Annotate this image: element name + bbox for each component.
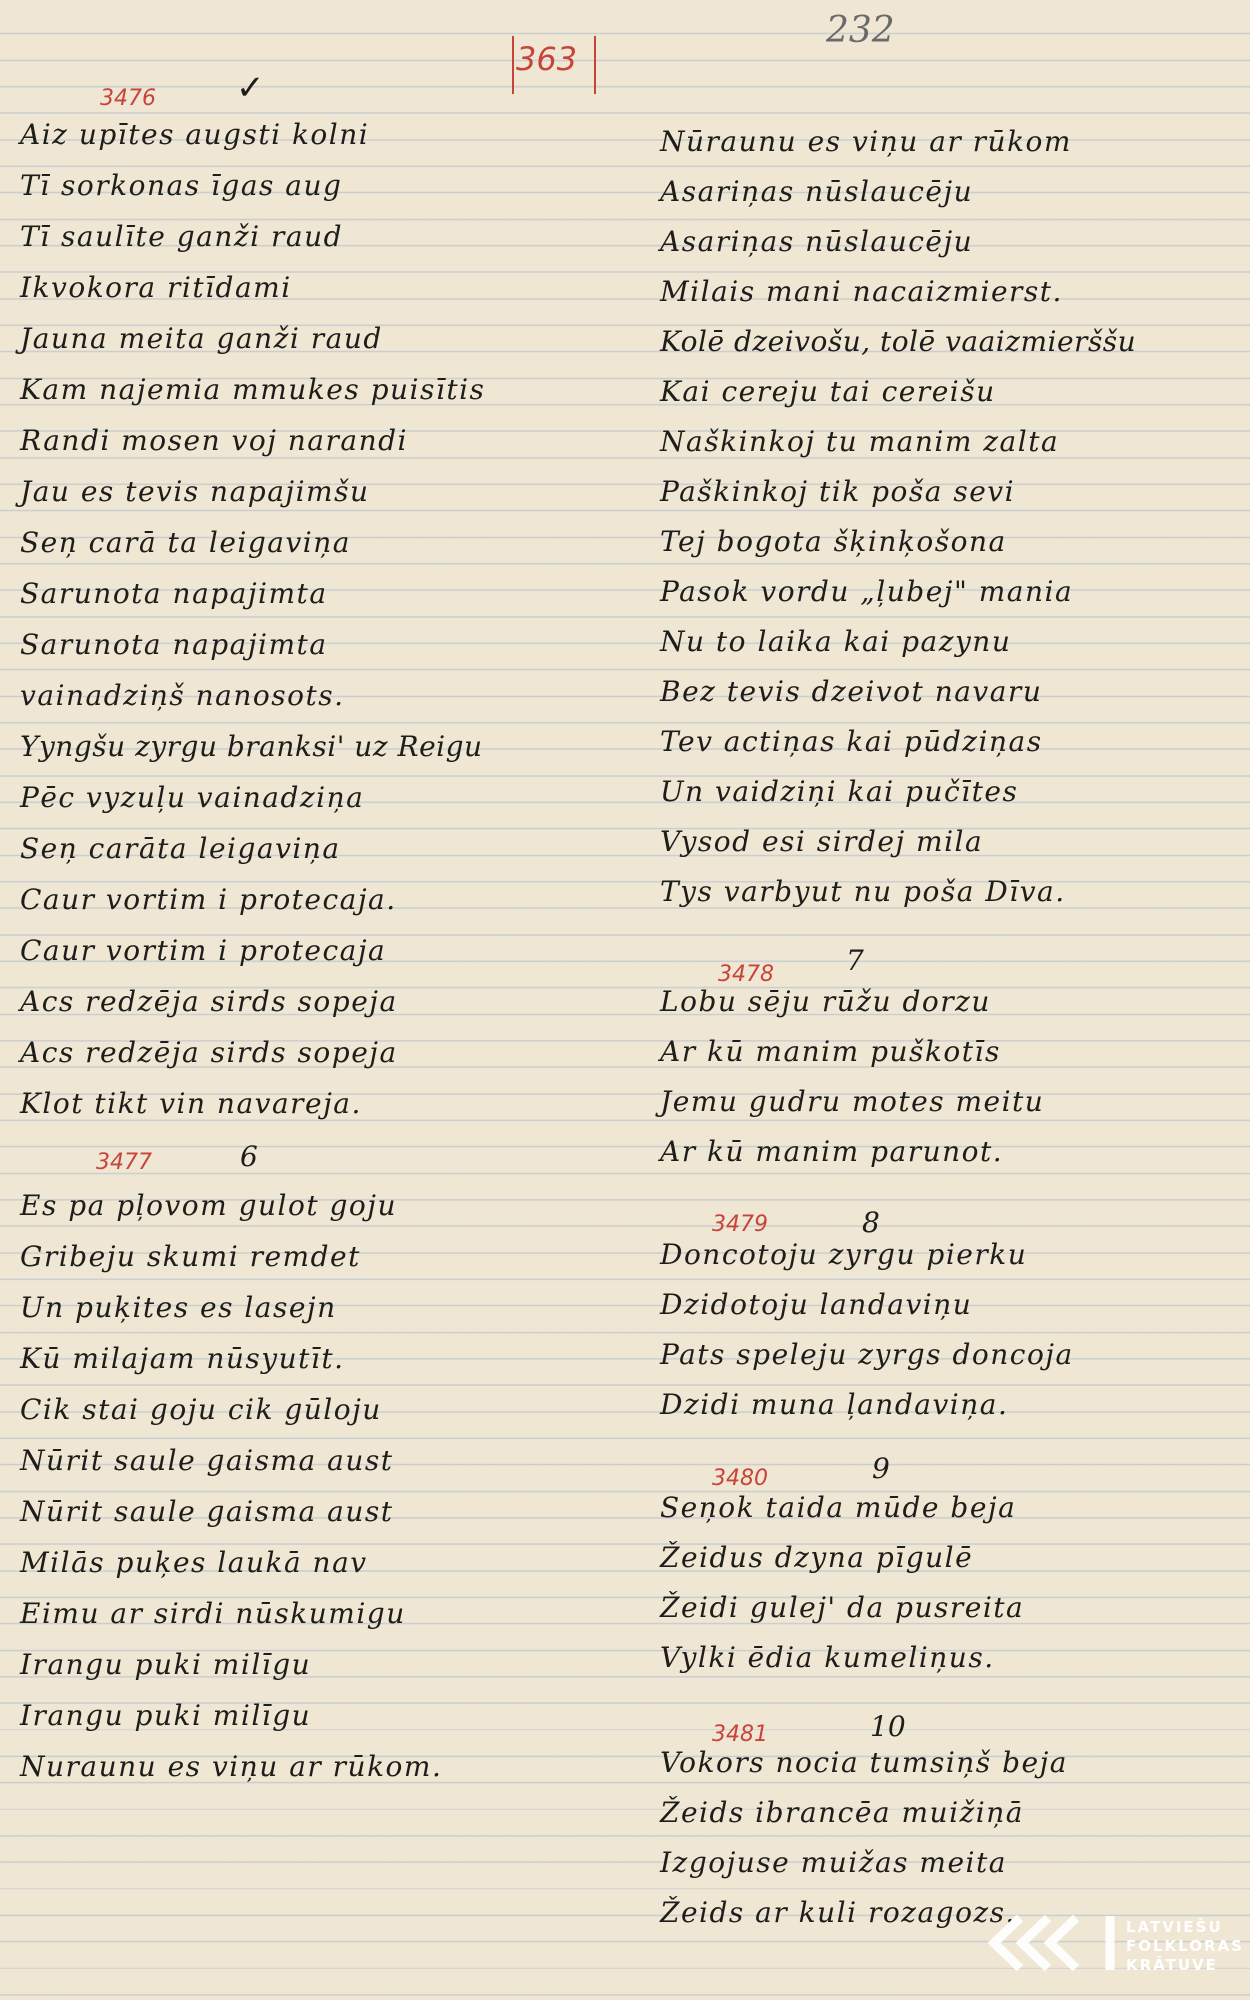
- verse-line: Tej bogota šķinķošona: [660, 525, 1007, 558]
- verse-line: Vysod esi sirdej mila: [660, 825, 984, 858]
- verse-line: Vokors nocia tumsiņš beja: [660, 1746, 1068, 1779]
- song-number: 3479: [712, 1212, 768, 1237]
- verse-line: Milās puķes laukā nav: [20, 1546, 368, 1579]
- verse-line: Klot tikt vin navareja.: [20, 1087, 362, 1120]
- verse-line: Nūrit saule gaisma aust: [20, 1444, 394, 1477]
- verse-line: Cik stai goju cik gūloju: [20, 1393, 382, 1426]
- verse-line: Gribeju skumi remdet: [20, 1240, 361, 1273]
- verse-line: Tī sorkonas īgas aug: [20, 169, 343, 202]
- verse-line: Tī saulīte ganži raud: [20, 220, 344, 253]
- verse-line: Bez tevis dzeivot navaru: [660, 675, 1043, 708]
- verse-line: Nūrit saule gaisma aust: [20, 1495, 394, 1528]
- verse-line: Sarunota napajimta: [20, 628, 328, 661]
- verse-line: Irangu puki milīgu: [20, 1648, 312, 1681]
- song-number: 3476: [100, 86, 156, 111]
- verse-line: Eimu ar sirdi nūskumigu: [20, 1597, 406, 1630]
- verse-line: Seņ carāta leigaviņa: [20, 832, 341, 865]
- verse-line: Tev actiņas kai pūdziņas: [660, 725, 1043, 758]
- verse-line: Žeids ibrancēa muižiņā: [660, 1796, 1024, 1829]
- song-index: 10: [870, 1710, 906, 1743]
- song-index: 6: [240, 1140, 258, 1173]
- watermark-line: KRĀTUVE: [1126, 1956, 1218, 1974]
- verse-line: Pēc vyzuļu vainadziņa: [20, 781, 365, 814]
- verse-line: Doncotoju zyrgu pierku: [660, 1238, 1028, 1271]
- verse-line: Kū milajam nūsyutīt.: [20, 1342, 345, 1375]
- verse-line: Caur vortim i protecaja: [20, 934, 387, 967]
- song-index: 8: [862, 1206, 880, 1239]
- verse-line: Asariņas nūslaucēju: [660, 225, 974, 258]
- verse-line: Žeidi gulej' da pusreita: [660, 1591, 1025, 1624]
- song-number: 3480: [712, 1466, 768, 1491]
- song-number: 3481: [712, 1722, 768, 1747]
- verse-line: Jau es tevis napajimšu: [20, 475, 370, 508]
- verse-line: Aiz upītes augsti kolni: [20, 118, 370, 151]
- verse-line: Kai cereju tai cereišu: [660, 375, 996, 408]
- verse-line: Paškinkoj tik poša sevi: [660, 475, 1016, 508]
- verse-line: Tys varbyut nu poša Dīva.: [660, 875, 1066, 908]
- verse-line: Milais mani nacaizmierst.: [660, 275, 1063, 308]
- page-ref-number: 363: [516, 40, 578, 78]
- verse-line: Jauna meita ganži raud: [20, 322, 383, 355]
- verse-line: Ikvokora ritīdami: [20, 271, 292, 304]
- song-index: 7: [846, 944, 864, 977]
- verse-line: Irangu puki milīgu: [20, 1699, 312, 1732]
- verse-line: Žeidus dzyna pīgulē: [660, 1541, 974, 1574]
- verse-line: Pats speleju zyrgs doncoja: [660, 1338, 1074, 1371]
- verse-line: Pasok vordu „ļubej" mania: [660, 575, 1074, 608]
- verse-line: Nu to laika kai pazynu: [660, 625, 1012, 658]
- verse-line: Žeids ar kuli rozagozs.: [660, 1896, 1016, 1929]
- song-number: 3477: [96, 1150, 152, 1175]
- verse-line: Caur vortim i protecaja.: [20, 883, 397, 916]
- watermark-line: LATVIEŠU: [1126, 1918, 1223, 1936]
- verse-line: Sarunota napajimta: [20, 577, 328, 610]
- verse-line: Dzidotoju landaviņu: [660, 1288, 973, 1321]
- watermark-line: FOLKLORAS: [1126, 1937, 1244, 1955]
- verse-line: Dzidi muna ļandaviņa.: [660, 1388, 1009, 1421]
- verse-line: Acs redzēja sirds sopeja: [20, 1036, 398, 1069]
- song-index: 9: [872, 1452, 890, 1485]
- verse-line: vainadziņš nanosots.: [20, 679, 345, 712]
- verse-line: Naškinkoj tu manim zalta: [660, 425, 1060, 458]
- verse-line: Izgojuse muižas meita: [660, 1846, 1007, 1879]
- check-mark-icon: ✓: [236, 68, 265, 108]
- song-number: 3478: [718, 962, 774, 987]
- verse-line: Un vaidziņi kai pučītes: [660, 775, 1019, 808]
- verse-line: Es pa pļovom gulot goju: [20, 1189, 398, 1222]
- verse-line: Asariņas nūslaucēju: [660, 175, 974, 208]
- verse-line: Nūraunu es viņu ar rūkom: [660, 125, 1072, 158]
- folio-number: 232: [826, 10, 895, 51]
- verse-line: Kam najemia mmukes puisītis: [20, 373, 486, 406]
- verse-line: Vylki ēdia kumeliņus.: [660, 1641, 995, 1674]
- verse-line: Lobu sēju rūžu dorzu: [660, 985, 991, 1018]
- verse-line: Ar kū manim puškotīs: [660, 1035, 1001, 1068]
- verse-line: Jemu gudru motes meitu: [660, 1085, 1045, 1118]
- verse-line: Nuraunu es viņu ar rūkom.: [20, 1750, 443, 1783]
- verse-line: Ar kū manim parunot.: [660, 1135, 1004, 1168]
- verse-line: Randi mosen voj narandi: [20, 424, 408, 457]
- verse-line: Yyngšu zyrgu branksi' uz Reigu: [20, 730, 483, 763]
- verse-line: Seņ carā ta leigaviņa: [20, 526, 351, 559]
- verse-line: Kolē dzeivošu, tolē vaaizmierššu: [660, 325, 1137, 358]
- verse-line: Un puķites es lasejn: [20, 1291, 337, 1324]
- verse-line: Acs redzēja sirds sopeja: [20, 985, 398, 1018]
- verse-line: Seņok taida mūde beja: [660, 1491, 1017, 1524]
